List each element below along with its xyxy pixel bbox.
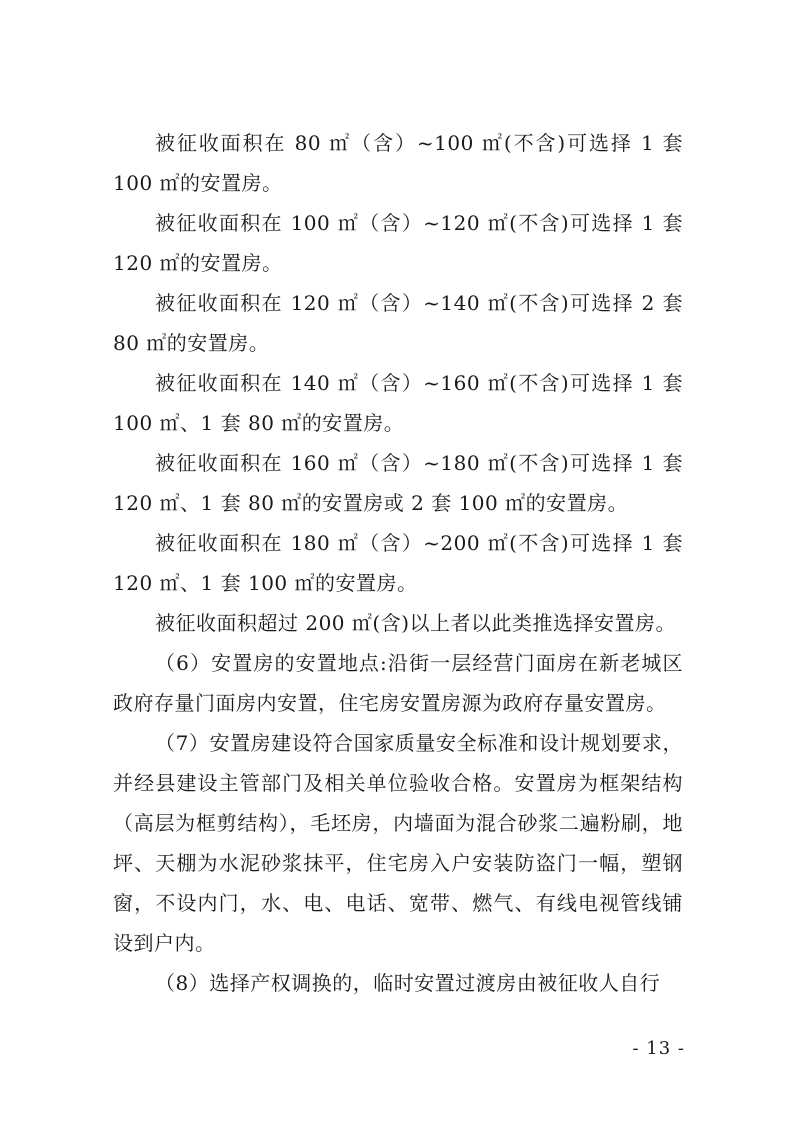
- paragraph-6: 被征收面积在 180 ㎡（含）~200 ㎡(不含)可选择 1 套 120 ㎡、1 套 100 ㎡的安置房。: [113, 531, 683, 595]
- page-number: - 13 -: [632, 1038, 685, 1059]
- paragraph-9: （7）安置房建设符合国家质量安全标准和设计规划要求，并经县建设主管部门及相关单位验收合格。安置房为框架结构（高层为框剪结构），毛坯房，内墙面为混合砂浆二遍粉刷，地坪、天棚为水泥砂浆抹平，住宅房入户安装防盗门一幅，塑钢窗，不设内门，水、电、电话、宽带、燃气、有线电视管线铺设到户内。: [113, 731, 683, 955]
- paragraph-4: 被征收面积在 140 ㎡（含）~160 ㎡(不含)可选择 1 套 100 ㎡、1 套 80 ㎡的安置房。: [113, 371, 683, 435]
- paragraph-2: 被征收面积在 100 ㎡（含）~120 ㎡(不含)可选择 1 套 120 ㎡的安置房。: [113, 211, 683, 275]
- paragraph-10: （8）选择产权调换的，临时安置过渡房由被征收人自行: [155, 971, 661, 995]
- document-body: [113, 123, 683, 1003]
- paragraph-7: 被征收面积超过 200 ㎡(含)以上者以此类推选择安置房。: [155, 611, 676, 635]
- paragraph-3: 被征收面积在 120 ㎡（含）~140 ㎡(不含)可选择 2 套 80 ㎡的安置房。: [113, 291, 683, 355]
- paragraph-5: 被征收面积在 160 ㎡（含）~180 ㎡(不含)可选择 1 套 120 ㎡、1 套 80 ㎡的安置房或 2 套 100 ㎡的安置房。: [113, 451, 683, 515]
- paragraph-8: （6）安置房的安置地点:沿街一层经营门面房在新老城区政府存量门面房内安置，住宅房安置房源为政府存量安置房。: [113, 651, 683, 715]
- paragraph-1: 被征收面积在 80 ㎡（含）~100 ㎡(不含)可选择 1 套 100 ㎡的安置房。: [113, 131, 683, 195]
